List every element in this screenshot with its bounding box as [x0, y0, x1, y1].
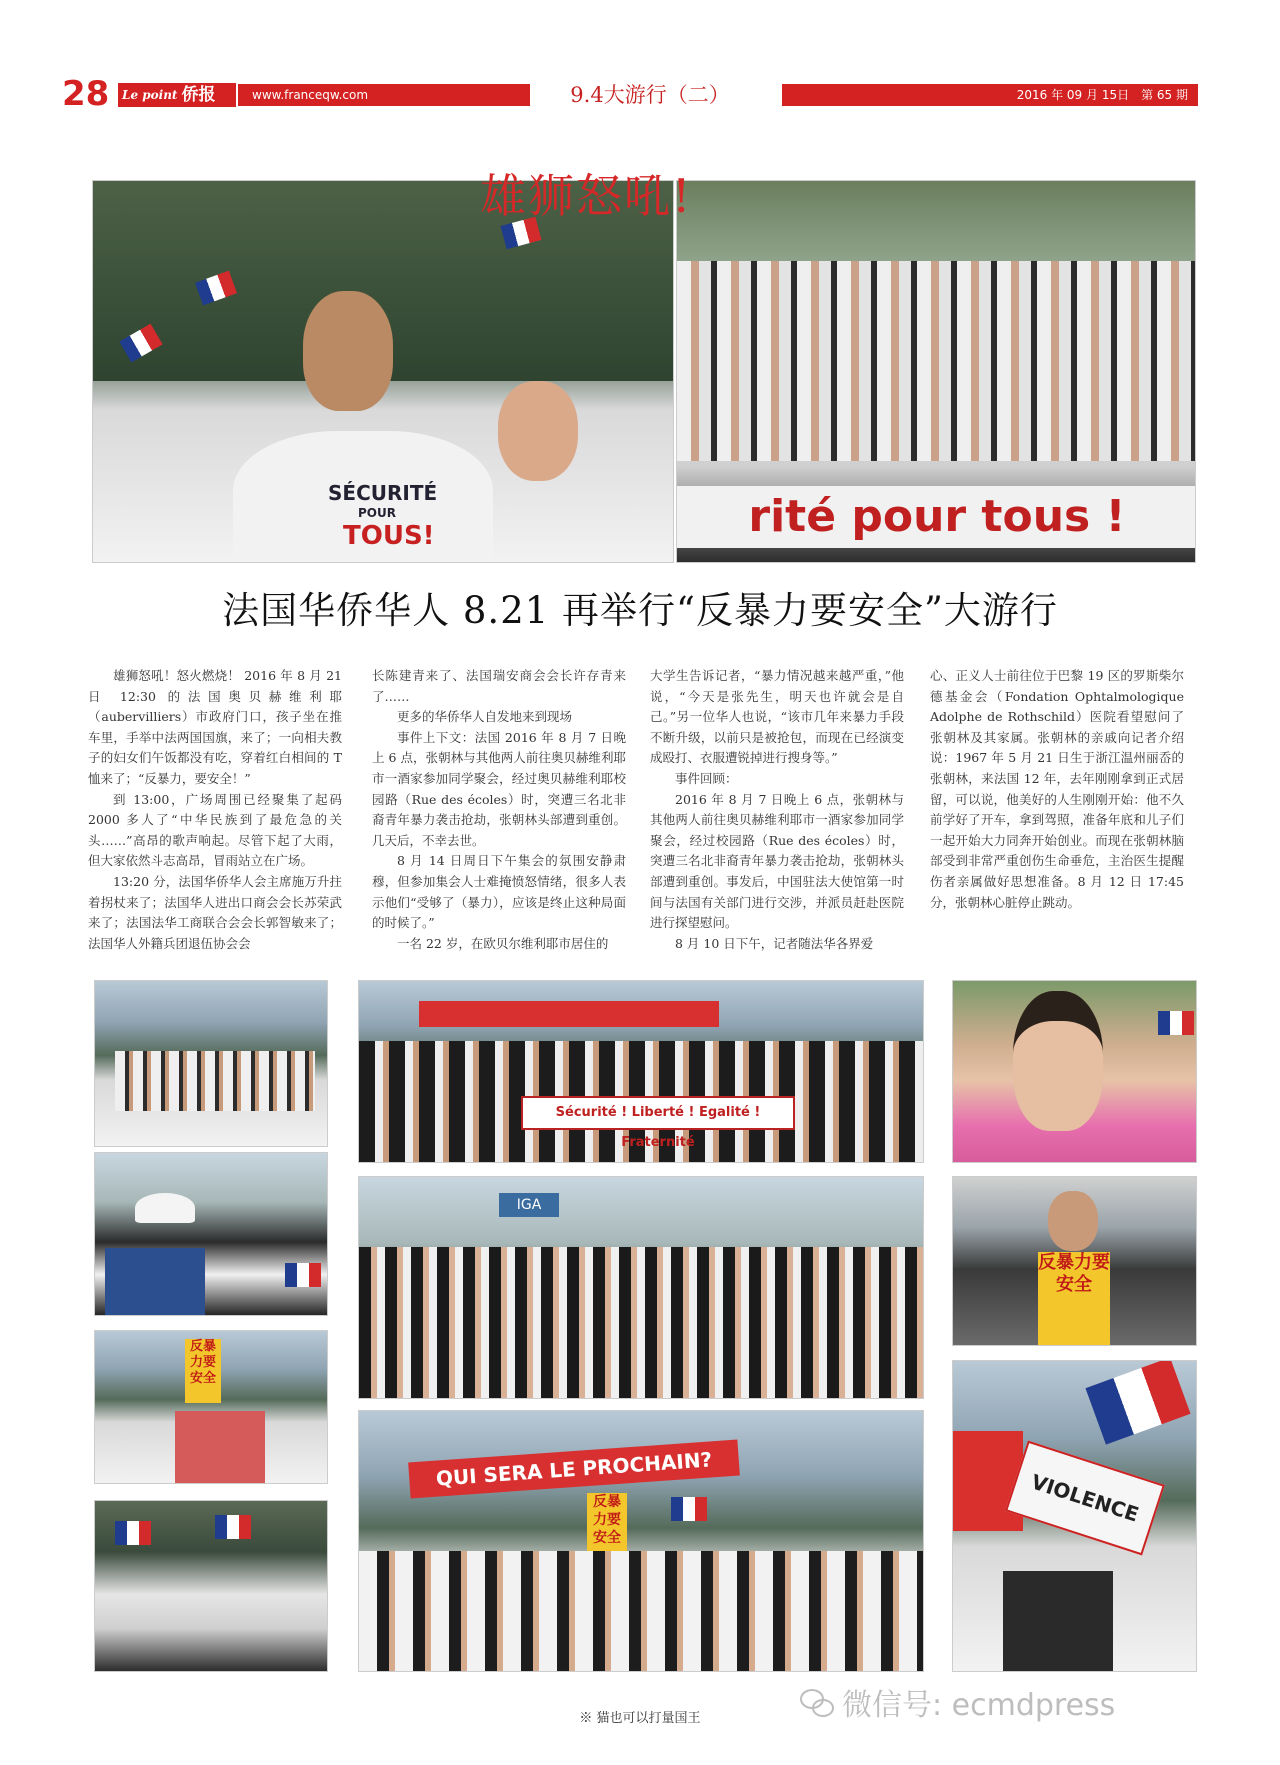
photo-pink-shirt-person: [175, 1411, 265, 1484]
photo-street-crowd: [358, 1176, 924, 1399]
article-column-4: [930, 666, 1184, 913]
footer-note: ※ 猫也可以打量国王: [579, 1711, 701, 1726]
photo-sign-man-face: [1048, 1191, 1098, 1251]
photo-women-flag-1: [115, 1521, 151, 1545]
photo-women-flags: [94, 1500, 328, 1672]
photo-pink-shirt: [94, 1330, 328, 1484]
col1-para-2: 到 13:00，广场周围已经聚集了起码 2000 多人了“中华民族到了最危急的关头……”高昂的歌声响起。尽管下起了大雨，但大家依然斗志高昂，冒雨站立在广场。: [88, 791, 342, 869]
col2-para-4: 8 月 14 日周日下午集会的氛围安静肃穆，但参加集会人士难掩愤怒情绪，很多人表示他们“受够了（暴力），应该是终止这种局面的时候了。”: [372, 853, 626, 931]
photo-violence-flag: [1085, 1360, 1190, 1445]
wechat-icon: [800, 1687, 834, 1717]
hero-face-2: [498, 381, 578, 481]
photo-girl: [952, 980, 1197, 1163]
col2-para-3: 事件上下文：法国 2016 年 8 月 7 日晚上 6 点，张朝林与其他两人前往奥贝赫维利耶市一酒家参加同学聚会，经过奥贝赫维利耶校园路（Rue des écoles）时，突遭三名北非裔青年暴力袭击抢劫，张朝林头部遭到重创。几天后，不幸去世。: [372, 729, 626, 848]
header-url: www.franceqw.com: [252, 88, 369, 102]
hero-tshirt-text-1: SÉCURITÉ: [328, 481, 438, 505]
photo-girl-face: [1013, 991, 1103, 1131]
hero-photo-left: [92, 180, 674, 563]
hero-right-trees: [677, 181, 1196, 261]
photo-sign-large: 反暴力要安全: [1038, 1252, 1110, 1346]
photo-women-flag-2: [215, 1515, 251, 1539]
wechat-id: 微信号: ecmdpress: [842, 1688, 1116, 1723]
col2-para-2: 更多的华侨华人自发地来到现场: [397, 709, 573, 725]
photo-blue-jacket: [105, 1248, 205, 1316]
photo-sign-prochain: 反暴力要安全: [587, 1493, 627, 1571]
photo-white-hat: [135, 1193, 195, 1223]
photo-group-street: [94, 980, 328, 1147]
photo-liberte-banner: [358, 980, 924, 1163]
page-number: 28: [62, 74, 110, 114]
logo-main-text: 侨报: [181, 85, 216, 105]
photo-violence-sign: [952, 1360, 1197, 1672]
hero-tshirt-text-2: POUR: [358, 506, 396, 520]
article-title: 法国华侨华人 8.21 再举行“反暴力要安全”大游行: [222, 589, 1058, 632]
hero-overlay-headline: 雄狮怒吼!: [480, 169, 693, 223]
hero-face: [303, 291, 393, 411]
photo-store-sign: IGA: [499, 1193, 559, 1217]
article-column-1: [88, 666, 342, 954]
header-date-issue: 2016 年 09 月 15日 第 65 期: [1016, 88, 1188, 102]
col3-para-2: 事件回顾：: [675, 770, 738, 786]
article-column-2: [372, 666, 626, 954]
photo-china-flag: [953, 1431, 1023, 1531]
photo-prochain-crowd: [359, 1551, 924, 1672]
photo-man-hat: [94, 1152, 328, 1316]
hero-right-crowd: [677, 261, 1196, 461]
hero-right-banner: rité pour tous !: [677, 486, 1196, 548]
section-title: 9.4大游行（二）: [570, 83, 730, 107]
wechat-watermark: [800, 1680, 1115, 1724]
hero-photo-right: [676, 180, 1196, 563]
photo-violence-sign-text: VIOLENCE: [1005, 1441, 1165, 1556]
col2-para-5: 一名 22 岁，在欧贝尔维利耶市居住的: [397, 935, 609, 951]
col4-para-1: 心、正义人士前往位于巴黎 19 区的罗斯柴尔德基金会（Fondation Ophtalmologique Adolphe de Rothschild）医院看望慰问了张朝林及其家属。张朝林的亲戚向记者介绍说：1967 年 5 月 21 日生于浙江温州丽岙的张朝林，来法国 12 年，去年刚刚拿到正式居留，可以说，他美好的人生刚刚开始：他不久前学好了开车，拿到驾照，准备年底和儿子们一起开始大力同奔开始创业。而现在张朝林脑部受到非常严重创伤生命垂危，主治医生提醒伤者亲属做好思想准备。8 月 12 日 17:45 分，张朝林心脏停止跳动。: [930, 668, 1184, 910]
col1-para-3: 13:20 分，法国华侨华人会主席施万升拄着拐杖来了；法国华人进出口商会会长苏荣武来了；法国法华工商联合会会长郭智敏来了；法国华人外籍兵团退伍协会会: [88, 873, 342, 951]
hero-tshirt-text-3: TOUS!: [343, 521, 435, 551]
col2-para-1: 长陈建青来了、法国瑞安商会会长许存青来了……: [372, 668, 626, 704]
photo-liberte-banner-text: Sécurité ! Liberté ! Egalité ! Fraternité: [521, 1096, 795, 1130]
col3-para-3: 2016 年 8 月 7 日晚上 6 点，张朝林与其他两人前往奥贝赫维利耶市一酒家参加同学聚会，经过校园路（Rue des écoles）时，突遭三名北非裔青年暴力袭击抢劫，张朝林头部遭到重创。事发后，中国驻法大使馆第一时间与法国有关部门进行交涉，并派员赶赴医院进行探望慰问。: [650, 791, 904, 931]
header-bar-right: [782, 84, 1198, 106]
photo-sign-small: 反暴力要安全: [185, 1339, 221, 1403]
photo-street-crowd-people: [359, 1247, 924, 1399]
col3-para-4: 8 月 10 日下午，记者随法华各界爱: [675, 935, 874, 951]
photo-red-banner-top: [419, 1001, 719, 1027]
photo-prochain-banner-text: QUI SERA LE PROCHAIN?: [408, 1440, 740, 1499]
photo-prochain-flag: [671, 1497, 707, 1521]
article-column-3: [650, 666, 904, 954]
col3-para-1: 大学生告诉记者，“暴力情况越来越严重，”他说，“今天是张先生，明天也许就会是自己。”另一位华人也说，“该市几年来暴力手段不断升级，以前只是被抢包，而现在已经演变成殴打、衣服遭锐掉进行搜身等。”: [650, 668, 904, 766]
col1-para-1: 雄狮怒吼！怒火燃烧！ 2016 年 8 月 21 日 12:30 的法国奥贝赫维利耶（aubervilliers）市政府门口，孩子坐在推车里，手举中法两国国旗，来了；一向相夫教子的妇女们午饭都没有吃，穿着红白相间的 T 恤来了；“反暴力，要安全！”: [88, 668, 342, 786]
photo-violence-person: [1003, 1571, 1113, 1672]
photo-group-people: [115, 1051, 315, 1111]
header-bar-left: [238, 84, 530, 106]
photo-man-hat-flag: [285, 1263, 321, 1287]
photo-sign-man: [952, 1176, 1197, 1346]
logo-small-text: Le point: [122, 88, 178, 102]
photo-prochain-banner: [358, 1410, 924, 1672]
newspaper-logo: [118, 83, 236, 107]
photo-girl-flag: [1158, 1011, 1194, 1035]
